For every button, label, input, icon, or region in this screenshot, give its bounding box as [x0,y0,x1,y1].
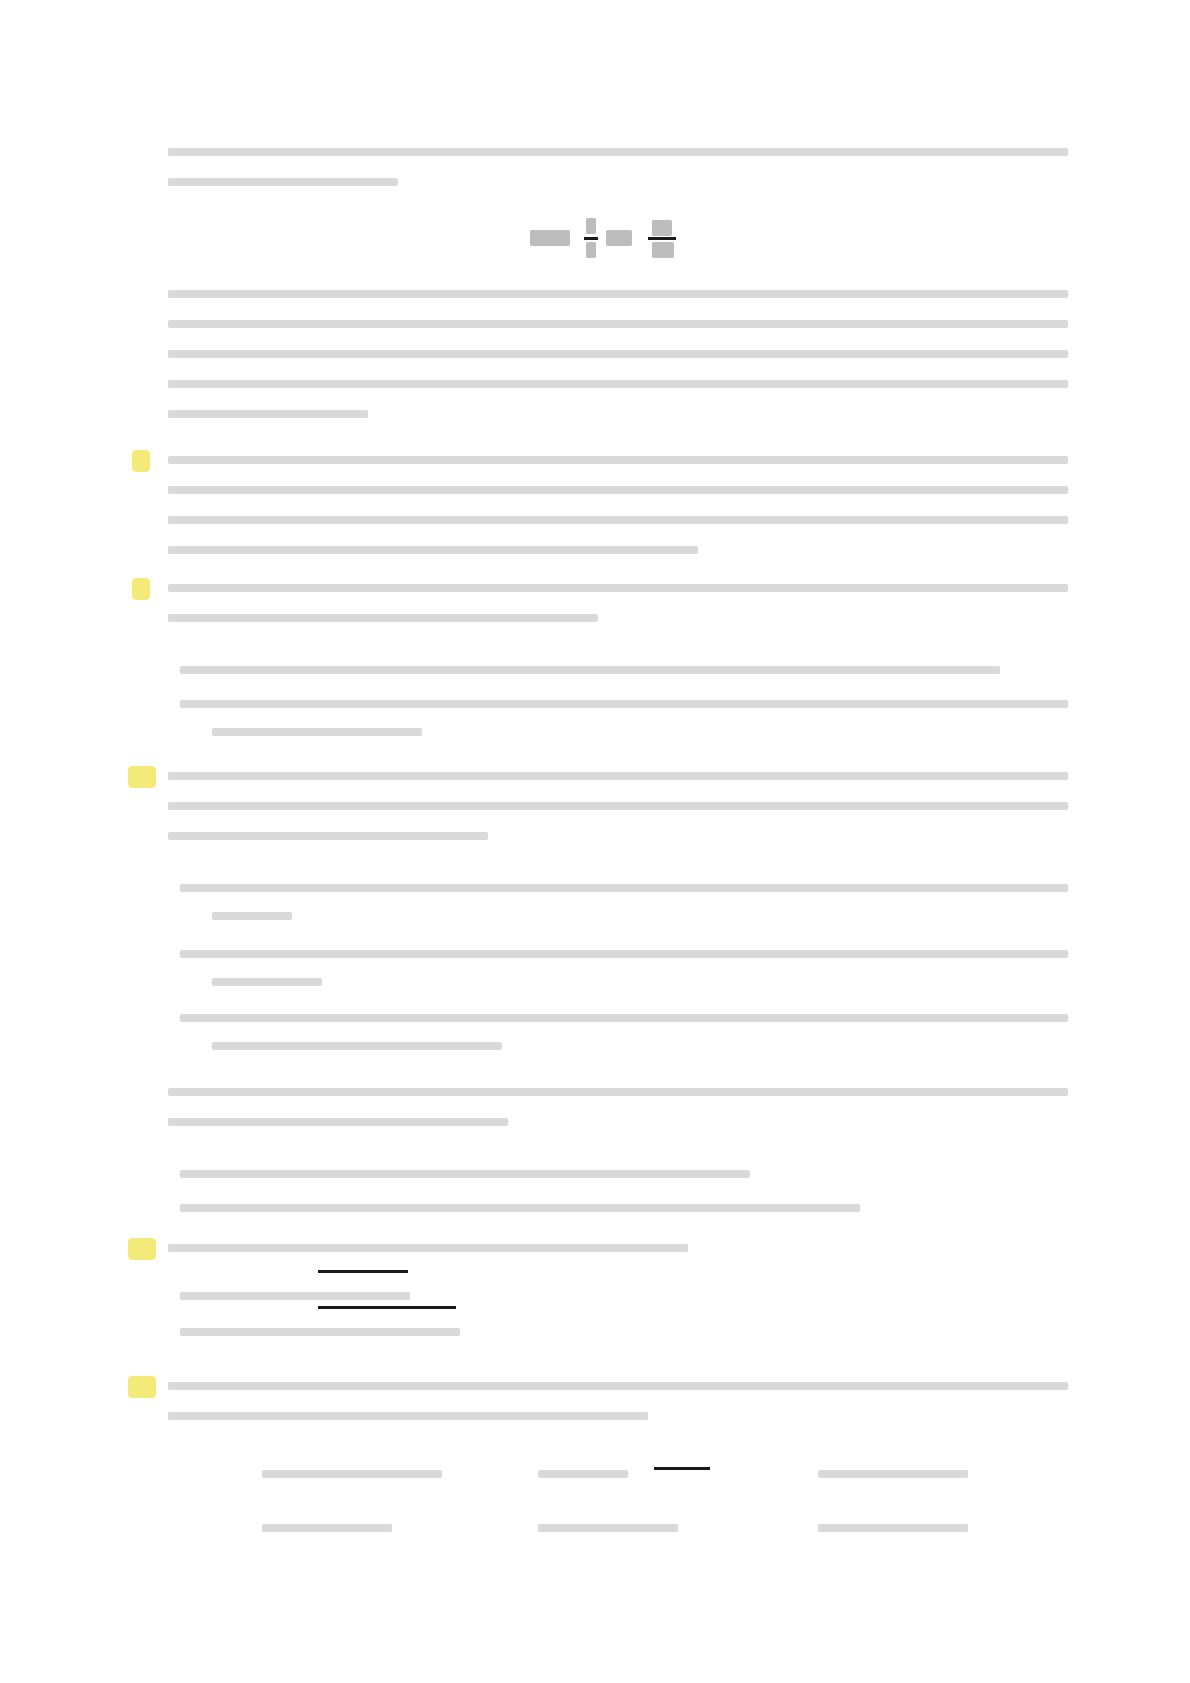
radical-bar-a [318,1268,418,1278]
problem-number-highlight [128,1238,156,1260]
problem-number-highlight [132,578,150,600]
problem-number-highlight [128,1376,156,1398]
problem-13 [0,1376,1190,1576]
problem-number [130,1082,148,1104]
problem-7 [0,0,1190,420]
problem-10 [0,766,1190,1046]
richter-formula [530,218,710,258]
problem-8 [0,450,1190,560]
problem-number [130,140,148,162]
problem-12 [0,1238,1190,1348]
radical-bar-b [318,1304,458,1314]
problem-number-highlight [128,766,156,788]
problem-9 [0,578,1190,738]
problem-number-highlight [132,450,150,472]
problem-11 [0,1082,1190,1232]
fraction-b [654,1448,714,1488]
